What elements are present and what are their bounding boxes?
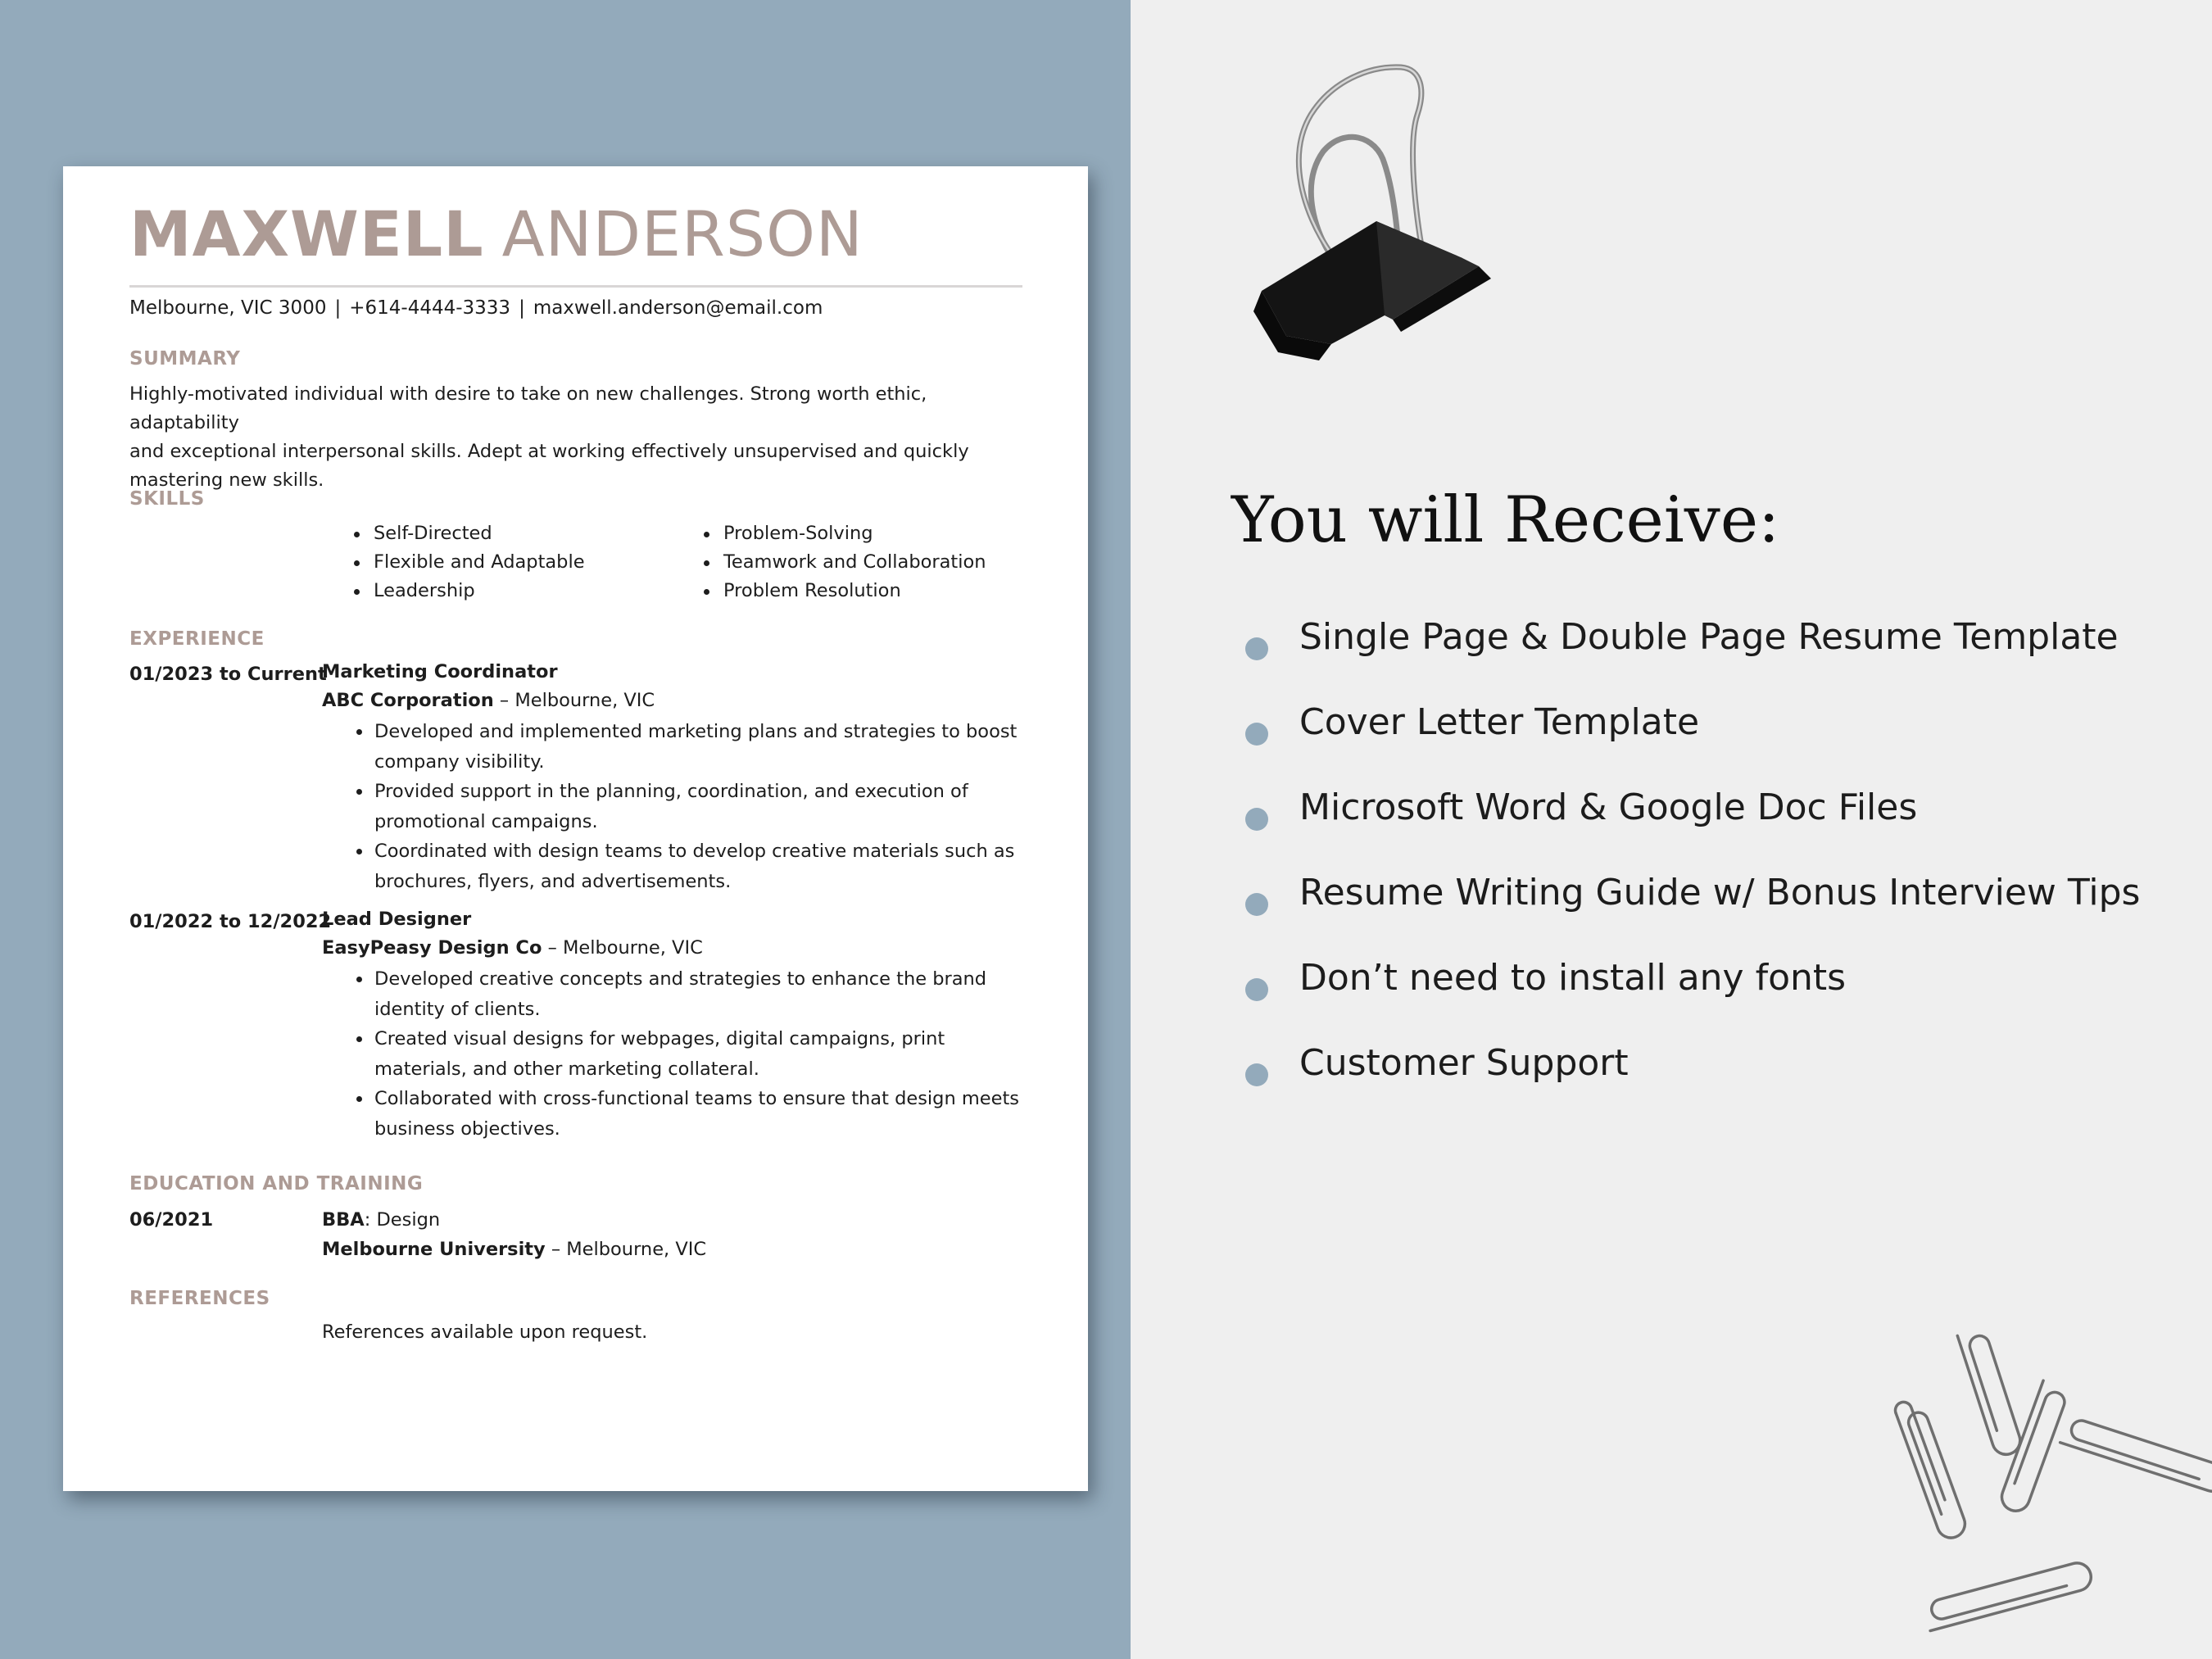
education-school-line <box>322 1235 706 1264</box>
promo-item-label: Resume Writing Guide w/ Bonus Interview Tips <box>1299 872 2141 913</box>
bullet-dot-icon <box>1245 808 1268 831</box>
skill-item: Teamwork and Collaboration <box>702 548 986 577</box>
job-bullet: Created visual designs for webpages, digital campaigns, print materials, and other marketing collateral. <box>322 1024 1027 1084</box>
skills-column-2 <box>702 519 986 605</box>
bullet-dot-icon <box>1245 1063 1268 1086</box>
references-heading: REFERENCES <box>129 1288 270 1309</box>
contact-separator: | <box>519 297 525 319</box>
job-company-line <box>322 934 1027 963</box>
job-title: Marketing Coordinator <box>322 661 558 682</box>
resume-sheet <box>63 166 1088 1491</box>
skill-item: Self-Directed <box>352 519 585 548</box>
job-dates: 01/2023 to Current <box>129 664 327 685</box>
job-bullets <box>322 717 1027 896</box>
promo-item-label: Single Page & Double Page Resume Template <box>1299 616 2119 658</box>
promo-list <box>1245 616 2140 1127</box>
promo-item-label: Don’t need to install any fonts <box>1299 957 1847 999</box>
education-date: 06/2021 <box>129 1209 214 1231</box>
promo-item-label: Customer Support <box>1299 1042 1629 1084</box>
resume-name <box>129 197 863 270</box>
skill-item: Problem Resolution <box>702 577 986 605</box>
promo-item <box>1245 957 2140 1042</box>
job-bullet: Developed creative concepts and strategies to enhance the brand identity of clients. <box>322 964 1027 1024</box>
skill-item: Flexible and Adaptable <box>352 548 585 577</box>
promo-headline: You will Receive: <box>1231 483 1780 557</box>
summary-text <box>129 380 1022 495</box>
education-degree-line <box>322 1205 706 1235</box>
job-title: Lead Designer <box>322 909 472 930</box>
bullet-dot-icon <box>1245 978 1268 1001</box>
promo-item <box>1245 701 2140 786</box>
paperclips-image <box>1868 1311 2212 1659</box>
education-location: – Melbourne, VIC <box>545 1239 707 1260</box>
summary-line: mastering new skills. <box>129 469 324 491</box>
promo-item-label: Microsoft Word & Google Doc Files <box>1299 786 1918 828</box>
job-dates: 01/2022 to 12/2022 <box>129 911 332 932</box>
promo-item <box>1245 786 2140 872</box>
references-text: References available upon request. <box>322 1321 648 1343</box>
header-rule <box>129 285 1022 288</box>
bullet-dot-icon <box>1245 893 1268 916</box>
education-entry <box>322 1205 706 1264</box>
name-last: ANDERSON <box>501 197 863 270</box>
job-bullets <box>322 964 1027 1144</box>
bullet-dot-icon <box>1245 723 1268 746</box>
contact-address: Melbourne, VIC 3000 <box>129 297 327 319</box>
skill-item: Leadership <box>352 577 585 605</box>
job-entry <box>322 905 1027 1144</box>
job-company-line <box>322 687 1027 715</box>
job-bullet: Developed and implemented marketing plans and strategies to boost company visibility. <box>322 717 1027 777</box>
skills-heading: SKILLS <box>129 488 205 510</box>
job-bullet: Provided support in the planning, coordination, and execution of promotional campaigns. <box>322 777 1027 836</box>
education-degree: BBA <box>322 1209 365 1231</box>
job-company: ABC Corporation <box>322 690 494 711</box>
contact-email: maxwell.anderson@email.com <box>533 297 823 319</box>
binder-clip-image <box>1253 57 1499 385</box>
job-entry <box>322 658 1027 896</box>
bullet-dot-icon <box>1245 637 1268 660</box>
summary-heading: SUMMARY <box>129 348 241 369</box>
job-company: EasyPeasy Design Co <box>322 937 542 959</box>
contact-separator: | <box>334 297 342 319</box>
promo-item <box>1245 1042 2140 1127</box>
job-bullet: Collaborated with cross-functional teams to ensure that design meets business objectives. <box>322 1084 1027 1144</box>
promo-item <box>1245 616 2140 701</box>
job-location: – Melbourne, VIC <box>493 690 655 711</box>
contact-phone: +614-4444-3333 <box>349 297 511 319</box>
experience-heading: EXPERIENCE <box>129 628 265 650</box>
skill-item: Problem-Solving <box>702 519 986 548</box>
contact-line <box>129 297 823 319</box>
job-location: – Melbourne, VIC <box>542 937 703 959</box>
promo-item-label: Cover Letter Template <box>1299 701 1700 743</box>
education-field: : Design <box>364 1209 441 1231</box>
promo-item <box>1245 872 2140 957</box>
education-school: Melbourne University <box>322 1239 546 1260</box>
skills-column-1 <box>352 519 585 605</box>
summary-line: and exceptional interpersonal skills. Adept at working effectively unsupervised and quickly <box>129 441 969 462</box>
education-heading: EDUCATION AND TRAINING <box>129 1173 424 1194</box>
name-first: MAXWELL <box>129 197 484 270</box>
summary-line: Highly-motivated individual with desire to take on new challenges. Strong worth ethic, adaptability <box>129 383 927 433</box>
job-bullet: Coordinated with design teams to develop creative materials such as brochures, flyers, and advertisements. <box>322 836 1027 896</box>
